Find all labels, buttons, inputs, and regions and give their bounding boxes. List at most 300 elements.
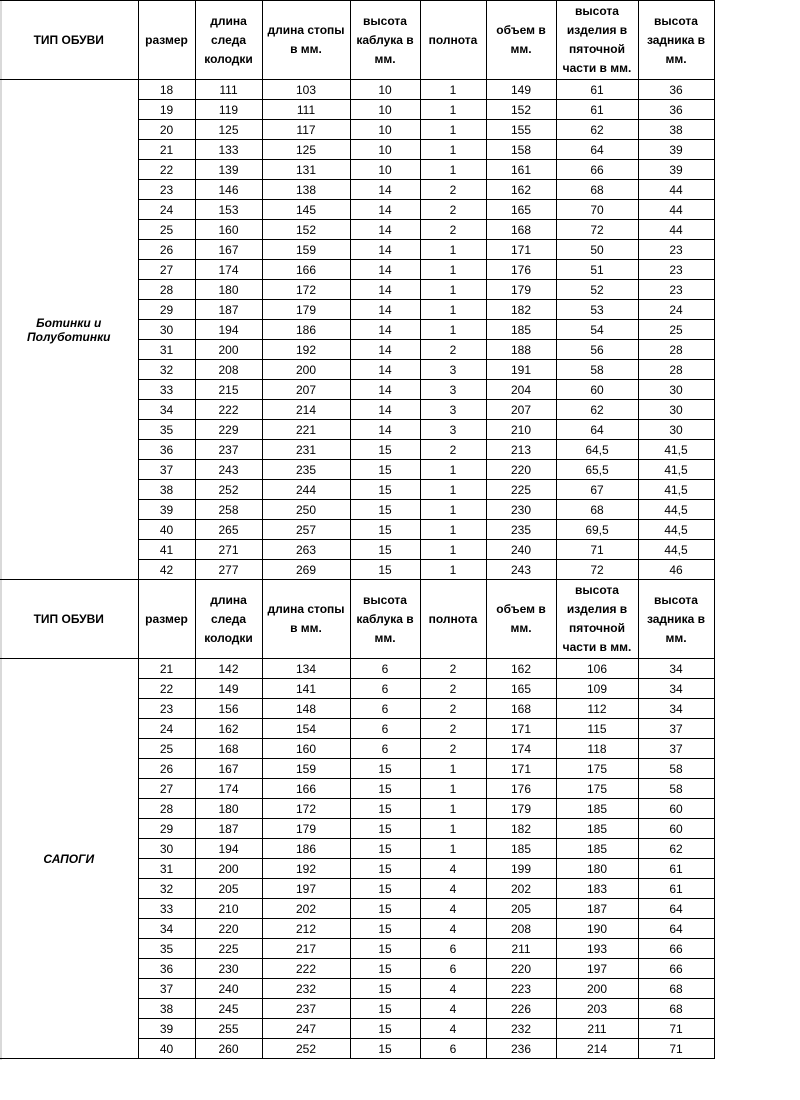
cell-heel-height: 14 bbox=[350, 320, 420, 340]
header-foot-length: длина стопы в мм. bbox=[262, 580, 350, 659]
cell-size: 24 bbox=[138, 200, 195, 220]
cell-volume: 225 bbox=[486, 480, 556, 500]
cell-heel-height: 6 bbox=[350, 679, 420, 699]
cell-foot-length: 212 bbox=[262, 919, 350, 939]
cell-heel-part-height: 54 bbox=[556, 320, 638, 340]
cell-heel-height: 15 bbox=[350, 999, 420, 1019]
cell-volume: 213 bbox=[486, 440, 556, 460]
cell-foot-length: 214 bbox=[262, 400, 350, 420]
cell-heel-height: 10 bbox=[350, 160, 420, 180]
header-last-length: длина следа колодки bbox=[195, 1, 262, 80]
cell-foot-length: 200 bbox=[262, 360, 350, 380]
cell-foot-length: 179 bbox=[262, 300, 350, 320]
cell-width-fitting: 4 bbox=[420, 899, 486, 919]
cell-volume: 179 bbox=[486, 280, 556, 300]
cell-volume: 162 bbox=[486, 659, 556, 679]
cell-heel-part-height: 72 bbox=[556, 220, 638, 240]
cell-heel-height: 15 bbox=[350, 939, 420, 959]
cell-foot-length: 159 bbox=[262, 759, 350, 779]
cell-counter-height: 39 bbox=[638, 160, 714, 180]
cell-counter-height: 71 bbox=[638, 1039, 714, 1059]
cell-volume: 171 bbox=[486, 240, 556, 260]
cell-heel-part-height: 175 bbox=[556, 779, 638, 799]
cell-heel-height: 14 bbox=[350, 300, 420, 320]
cell-heel-part-height: 175 bbox=[556, 759, 638, 779]
cell-size: 19 bbox=[138, 100, 195, 120]
cell-last-length: 146 bbox=[195, 180, 262, 200]
cell-width-fitting: 2 bbox=[420, 679, 486, 699]
cell-width-fitting: 2 bbox=[420, 659, 486, 679]
cell-size: 30 bbox=[138, 839, 195, 859]
cell-width-fitting: 1 bbox=[420, 460, 486, 480]
cell-heel-part-height: 66 bbox=[556, 160, 638, 180]
cell-width-fitting: 2 bbox=[420, 440, 486, 460]
cell-foot-length: 263 bbox=[262, 540, 350, 560]
cell-heel-part-height: 60 bbox=[556, 380, 638, 400]
cell-counter-height: 46 bbox=[638, 560, 714, 580]
cell-counter-height: 30 bbox=[638, 400, 714, 420]
cell-heel-part-height: 115 bbox=[556, 719, 638, 739]
cell-last-length: 142 bbox=[195, 659, 262, 679]
cell-heel-part-height: 67 bbox=[556, 480, 638, 500]
cell-last-length: 240 bbox=[195, 979, 262, 999]
cell-width-fitting: 6 bbox=[420, 959, 486, 979]
header-heel-part-height: высота изделия в пяточной части в мм. bbox=[556, 1, 638, 80]
cell-heel-part-height: 185 bbox=[556, 819, 638, 839]
cell-size: 27 bbox=[138, 779, 195, 799]
cell-size: 42 bbox=[138, 560, 195, 580]
cell-size: 33 bbox=[138, 899, 195, 919]
cell-volume: 185 bbox=[486, 839, 556, 859]
cell-heel-height: 15 bbox=[350, 959, 420, 979]
cell-size: 32 bbox=[138, 879, 195, 899]
cell-heel-part-height: 112 bbox=[556, 699, 638, 719]
cell-size: 35 bbox=[138, 420, 195, 440]
cell-volume: 230 bbox=[486, 500, 556, 520]
cell-heel-part-height: 64,5 bbox=[556, 440, 638, 460]
cell-foot-length: 252 bbox=[262, 1039, 350, 1059]
cell-volume: 240 bbox=[486, 540, 556, 560]
cell-foot-length: 134 bbox=[262, 659, 350, 679]
cell-last-length: 119 bbox=[195, 100, 262, 120]
cell-last-length: 205 bbox=[195, 879, 262, 899]
cell-heel-part-height: 61 bbox=[556, 80, 638, 100]
cell-heel-height: 10 bbox=[350, 100, 420, 120]
cell-volume: 179 bbox=[486, 799, 556, 819]
cell-last-length: 194 bbox=[195, 320, 262, 340]
cell-volume: 199 bbox=[486, 859, 556, 879]
cell-volume: 152 bbox=[486, 100, 556, 120]
cell-heel-part-height: 185 bbox=[556, 839, 638, 859]
cell-foot-length: 232 bbox=[262, 979, 350, 999]
cell-last-length: 260 bbox=[195, 1039, 262, 1059]
cell-volume: 243 bbox=[486, 560, 556, 580]
cell-size: 25 bbox=[138, 220, 195, 240]
cell-heel-height: 14 bbox=[350, 280, 420, 300]
cell-heel-part-height: 68 bbox=[556, 180, 638, 200]
cell-last-length: 200 bbox=[195, 859, 262, 879]
cell-volume: 171 bbox=[486, 719, 556, 739]
cell-size: 31 bbox=[138, 859, 195, 879]
cell-foot-length: 217 bbox=[262, 939, 350, 959]
cell-width-fitting: 2 bbox=[420, 699, 486, 719]
cell-last-length: 229 bbox=[195, 420, 262, 440]
cell-heel-part-height: 53 bbox=[556, 300, 638, 320]
header-size: размер bbox=[138, 580, 195, 659]
cell-size: 28 bbox=[138, 280, 195, 300]
cell-heel-part-height: 50 bbox=[556, 240, 638, 260]
cell-heel-height: 10 bbox=[350, 80, 420, 100]
cell-size: 29 bbox=[138, 300, 195, 320]
cell-volume: 162 bbox=[486, 180, 556, 200]
cell-size: 22 bbox=[138, 679, 195, 699]
cell-counter-height: 39 bbox=[638, 140, 714, 160]
cell-last-length: 255 bbox=[195, 1019, 262, 1039]
cell-heel-part-height: 214 bbox=[556, 1039, 638, 1059]
cell-heel-height: 14 bbox=[350, 220, 420, 240]
shoe-type-label: Ботинки и Полуботинки bbox=[0, 80, 138, 580]
cell-heel-part-height: 62 bbox=[556, 120, 638, 140]
cell-counter-height: 44,5 bbox=[638, 500, 714, 520]
cell-volume: 182 bbox=[486, 300, 556, 320]
header-foot-length: длина стопы в мм. bbox=[262, 1, 350, 80]
cell-counter-height: 61 bbox=[638, 879, 714, 899]
cell-heel-part-height: 183 bbox=[556, 879, 638, 899]
cell-foot-length: 117 bbox=[262, 120, 350, 140]
cell-size: 38 bbox=[138, 999, 195, 1019]
cell-last-length: 167 bbox=[195, 240, 262, 260]
cell-width-fitting: 3 bbox=[420, 400, 486, 420]
cell-volume: 155 bbox=[486, 120, 556, 140]
cell-heel-height: 14 bbox=[350, 380, 420, 400]
cell-foot-length: 197 bbox=[262, 879, 350, 899]
cell-width-fitting: 2 bbox=[420, 200, 486, 220]
cell-width-fitting: 1 bbox=[420, 799, 486, 819]
cell-heel-part-height: 106 bbox=[556, 659, 638, 679]
cell-last-length: 258 bbox=[195, 500, 262, 520]
cell-heel-height: 15 bbox=[350, 560, 420, 580]
cell-last-length: 139 bbox=[195, 160, 262, 180]
header-heel-height: высота каблука в мм. bbox=[350, 1, 420, 80]
cell-heel-height: 15 bbox=[350, 819, 420, 839]
cell-foot-length: 152 bbox=[262, 220, 350, 240]
cell-last-length: 271 bbox=[195, 540, 262, 560]
cell-volume: 185 bbox=[486, 320, 556, 340]
cell-volume: 168 bbox=[486, 220, 556, 240]
cell-last-length: 243 bbox=[195, 460, 262, 480]
cell-width-fitting: 3 bbox=[420, 420, 486, 440]
cell-size: 26 bbox=[138, 759, 195, 779]
cell-width-fitting: 3 bbox=[420, 360, 486, 380]
cell-heel-part-height: 187 bbox=[556, 899, 638, 919]
cell-width-fitting: 1 bbox=[420, 160, 486, 180]
cell-counter-height: 71 bbox=[638, 1019, 714, 1039]
cell-last-length: 277 bbox=[195, 560, 262, 580]
cell-foot-length: 172 bbox=[262, 799, 350, 819]
cell-foot-length: 179 bbox=[262, 819, 350, 839]
cell-last-length: 220 bbox=[195, 919, 262, 939]
cell-counter-height: 37 bbox=[638, 719, 714, 739]
header-size: размер bbox=[138, 1, 195, 80]
cell-last-length: 208 bbox=[195, 360, 262, 380]
cell-heel-part-height: 180 bbox=[556, 859, 638, 879]
cell-heel-height: 14 bbox=[350, 400, 420, 420]
cell-size: 29 bbox=[138, 819, 195, 839]
cell-width-fitting: 4 bbox=[420, 1019, 486, 1039]
cell-counter-height: 30 bbox=[638, 420, 714, 440]
cell-counter-height: 30 bbox=[638, 380, 714, 400]
cell-foot-length: 186 bbox=[262, 320, 350, 340]
cell-foot-length: 154 bbox=[262, 719, 350, 739]
cell-foot-length: 207 bbox=[262, 380, 350, 400]
cell-width-fitting: 1 bbox=[420, 480, 486, 500]
cell-counter-height: 64 bbox=[638, 919, 714, 939]
cell-volume: 223 bbox=[486, 979, 556, 999]
cell-size: 39 bbox=[138, 1019, 195, 1039]
cell-heel-height: 14 bbox=[350, 180, 420, 200]
cell-last-length: 252 bbox=[195, 480, 262, 500]
cell-foot-length: 222 bbox=[262, 959, 350, 979]
cell-size: 27 bbox=[138, 260, 195, 280]
cell-counter-height: 58 bbox=[638, 779, 714, 799]
cell-width-fitting: 1 bbox=[420, 520, 486, 540]
cell-foot-length: 111 bbox=[262, 100, 350, 120]
cell-counter-height: 62 bbox=[638, 839, 714, 859]
cell-last-length: 153 bbox=[195, 200, 262, 220]
cell-heel-height: 15 bbox=[350, 1039, 420, 1059]
cell-counter-height: 34 bbox=[638, 659, 714, 679]
cell-heel-part-height: 193 bbox=[556, 939, 638, 959]
cell-last-length: 174 bbox=[195, 779, 262, 799]
cell-heel-part-height: 61 bbox=[556, 100, 638, 120]
cell-heel-height: 14 bbox=[350, 360, 420, 380]
cell-last-length: 265 bbox=[195, 520, 262, 540]
cell-counter-height: 66 bbox=[638, 939, 714, 959]
cell-width-fitting: 6 bbox=[420, 939, 486, 959]
cell-size: 21 bbox=[138, 140, 195, 160]
cell-volume: 158 bbox=[486, 140, 556, 160]
header-width-fitting: полнота bbox=[420, 580, 486, 659]
cell-last-length: 237 bbox=[195, 440, 262, 460]
cell-size: 39 bbox=[138, 500, 195, 520]
cell-foot-length: 172 bbox=[262, 280, 350, 300]
cell-width-fitting: 2 bbox=[420, 739, 486, 759]
cell-heel-part-height: 70 bbox=[556, 200, 638, 220]
header-heel-height: высота каблука в мм. bbox=[350, 580, 420, 659]
cell-counter-height: 38 bbox=[638, 120, 714, 140]
cell-heel-part-height: 190 bbox=[556, 919, 638, 939]
cell-size: 40 bbox=[138, 520, 195, 540]
cell-heel-height: 6 bbox=[350, 699, 420, 719]
cell-heel-height: 15 bbox=[350, 799, 420, 819]
cell-heel-part-height: 69,5 bbox=[556, 520, 638, 540]
cell-volume: 149 bbox=[486, 80, 556, 100]
cell-heel-height: 14 bbox=[350, 420, 420, 440]
cell-counter-height: 44,5 bbox=[638, 540, 714, 560]
header-counter-height: высота задника в мм. bbox=[638, 1, 714, 80]
cell-foot-length: 192 bbox=[262, 859, 350, 879]
cell-heel-height: 10 bbox=[350, 140, 420, 160]
cell-width-fitting: 2 bbox=[420, 719, 486, 739]
cell-heel-height: 6 bbox=[350, 739, 420, 759]
cell-width-fitting: 1 bbox=[420, 80, 486, 100]
cell-heel-part-height: 72 bbox=[556, 560, 638, 580]
cell-last-length: 162 bbox=[195, 719, 262, 739]
cell-heel-part-height: 58 bbox=[556, 360, 638, 380]
cell-size: 35 bbox=[138, 939, 195, 959]
cell-size: 21 bbox=[138, 659, 195, 679]
cell-heel-height: 15 bbox=[350, 779, 420, 799]
cell-size: 23 bbox=[138, 180, 195, 200]
cell-width-fitting: 1 bbox=[420, 260, 486, 280]
cell-counter-height: 23 bbox=[638, 260, 714, 280]
cell-heel-part-height: 211 bbox=[556, 1019, 638, 1039]
cell-foot-length: 202 bbox=[262, 899, 350, 919]
cell-foot-length: 103 bbox=[262, 80, 350, 100]
cell-heel-part-height: 71 bbox=[556, 540, 638, 560]
cell-volume: 204 bbox=[486, 380, 556, 400]
cell-size: 32 bbox=[138, 360, 195, 380]
cell-foot-length: 235 bbox=[262, 460, 350, 480]
cell-heel-height: 15 bbox=[350, 759, 420, 779]
cell-size: 34 bbox=[138, 919, 195, 939]
cell-volume: 202 bbox=[486, 879, 556, 899]
cell-volume: 188 bbox=[486, 340, 556, 360]
cell-last-length: 210 bbox=[195, 899, 262, 919]
cell-size: 36 bbox=[138, 440, 195, 460]
cell-width-fitting: 1 bbox=[420, 300, 486, 320]
header-volume: объем в мм. bbox=[486, 580, 556, 659]
cell-width-fitting: 1 bbox=[420, 560, 486, 580]
cell-counter-height: 68 bbox=[638, 999, 714, 1019]
table-row bbox=[0, 659, 714, 679]
cell-counter-height: 60 bbox=[638, 799, 714, 819]
cell-counter-height: 34 bbox=[638, 679, 714, 699]
cell-heel-part-height: 65,5 bbox=[556, 460, 638, 480]
cell-width-fitting: 2 bbox=[420, 180, 486, 200]
header-shoe-type: ТИП ОБУВИ bbox=[0, 580, 138, 659]
cell-foot-length: 257 bbox=[262, 520, 350, 540]
cell-last-length: 167 bbox=[195, 759, 262, 779]
cell-counter-height: 41,5 bbox=[638, 460, 714, 480]
cell-counter-height: 23 bbox=[638, 280, 714, 300]
cell-width-fitting: 4 bbox=[420, 999, 486, 1019]
cell-volume: 165 bbox=[486, 679, 556, 699]
cell-size: 38 bbox=[138, 480, 195, 500]
header-last-length: длина следа колодки bbox=[195, 580, 262, 659]
cell-counter-height: 34 bbox=[638, 699, 714, 719]
cell-size: 24 bbox=[138, 719, 195, 739]
cell-last-length: 200 bbox=[195, 340, 262, 360]
cell-counter-height: 25 bbox=[638, 320, 714, 340]
cell-width-fitting: 1 bbox=[420, 500, 486, 520]
cell-heel-height: 15 bbox=[350, 859, 420, 879]
cell-heel-height: 15 bbox=[350, 440, 420, 460]
cell-heel-height: 10 bbox=[350, 120, 420, 140]
cell-width-fitting: 6 bbox=[420, 1039, 486, 1059]
cell-volume: 161 bbox=[486, 160, 556, 180]
cell-counter-height: 37 bbox=[638, 739, 714, 759]
cell-counter-height: 41,5 bbox=[638, 480, 714, 500]
cell-heel-height: 15 bbox=[350, 520, 420, 540]
cell-heel-height: 14 bbox=[350, 340, 420, 360]
cell-volume: 220 bbox=[486, 460, 556, 480]
cell-width-fitting: 4 bbox=[420, 919, 486, 939]
cell-heel-height: 15 bbox=[350, 879, 420, 899]
cell-heel-height: 14 bbox=[350, 260, 420, 280]
cell-counter-height: 28 bbox=[638, 340, 714, 360]
cell-heel-part-height: 56 bbox=[556, 340, 638, 360]
cell-heel-part-height: 118 bbox=[556, 739, 638, 759]
cell-foot-length: 231 bbox=[262, 440, 350, 460]
cell-heel-height: 15 bbox=[350, 979, 420, 999]
cell-last-length: 187 bbox=[195, 300, 262, 320]
cell-foot-length: 192 bbox=[262, 340, 350, 360]
cell-foot-length: 131 bbox=[262, 160, 350, 180]
cell-heel-part-height: 203 bbox=[556, 999, 638, 1019]
cell-foot-length: 166 bbox=[262, 260, 350, 280]
cell-counter-height: 44 bbox=[638, 200, 714, 220]
cell-last-length: 225 bbox=[195, 939, 262, 959]
header-heel-part-height: высота изделия в пяточной части в мм. bbox=[556, 580, 638, 659]
cell-last-length: 180 bbox=[195, 280, 262, 300]
cell-counter-height: 68 bbox=[638, 979, 714, 999]
cell-volume: 205 bbox=[486, 899, 556, 919]
cell-heel-part-height: 51 bbox=[556, 260, 638, 280]
cell-counter-height: 44,5 bbox=[638, 520, 714, 540]
cell-counter-height: 36 bbox=[638, 80, 714, 100]
cell-width-fitting: 1 bbox=[420, 240, 486, 260]
cell-size: 26 bbox=[138, 240, 195, 260]
cell-size: 36 bbox=[138, 959, 195, 979]
cell-counter-height: 60 bbox=[638, 819, 714, 839]
cell-volume: 171 bbox=[486, 759, 556, 779]
cell-width-fitting: 1 bbox=[420, 120, 486, 140]
cell-heel-part-height: 64 bbox=[556, 140, 638, 160]
cell-volume: 220 bbox=[486, 959, 556, 979]
cell-width-fitting: 1 bbox=[420, 819, 486, 839]
cell-heel-part-height: 200 bbox=[556, 979, 638, 999]
cell-foot-length: 247 bbox=[262, 1019, 350, 1039]
cell-volume: 207 bbox=[486, 400, 556, 420]
cell-volume: 182 bbox=[486, 819, 556, 839]
cell-foot-length: 138 bbox=[262, 180, 350, 200]
cell-foot-length: 186 bbox=[262, 839, 350, 859]
header-counter-height: высота задника в мм. bbox=[638, 580, 714, 659]
cell-volume: 236 bbox=[486, 1039, 556, 1059]
cell-heel-part-height: 185 bbox=[556, 799, 638, 819]
cell-heel-part-height: 68 bbox=[556, 500, 638, 520]
cell-last-length: 160 bbox=[195, 220, 262, 240]
cell-last-length: 174 bbox=[195, 260, 262, 280]
cell-size: 18 bbox=[138, 80, 195, 100]
cell-volume: 168 bbox=[486, 699, 556, 719]
cell-width-fitting: 4 bbox=[420, 979, 486, 999]
cell-width-fitting: 1 bbox=[420, 100, 486, 120]
cell-heel-height: 15 bbox=[350, 480, 420, 500]
cell-heel-height: 14 bbox=[350, 240, 420, 260]
cell-size: 37 bbox=[138, 460, 195, 480]
cell-counter-height: 64 bbox=[638, 899, 714, 919]
cell-width-fitting: 1 bbox=[420, 779, 486, 799]
cell-foot-length: 148 bbox=[262, 699, 350, 719]
cell-heel-height: 15 bbox=[350, 1019, 420, 1039]
cell-size: 34 bbox=[138, 400, 195, 420]
cell-foot-length: 237 bbox=[262, 999, 350, 1019]
cell-last-length: 133 bbox=[195, 140, 262, 160]
cell-counter-height: 58 bbox=[638, 759, 714, 779]
cell-width-fitting: 4 bbox=[420, 879, 486, 899]
